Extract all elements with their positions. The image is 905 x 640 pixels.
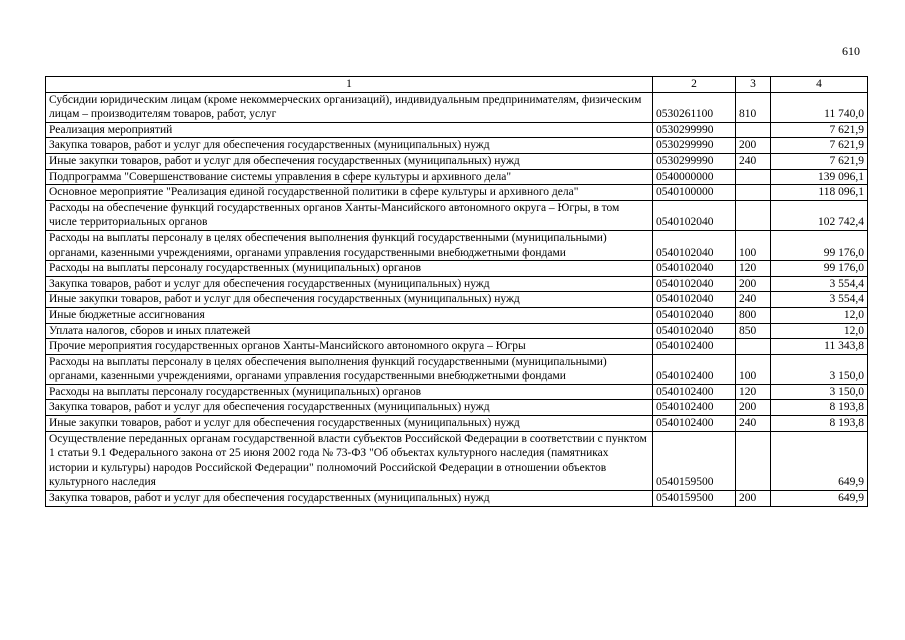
table-row [46,276,868,292]
table-row [46,292,868,308]
row-expense-type-cell: 200 [736,400,771,416]
table-row [46,431,868,490]
row-code-cell: 0540102040 [653,292,736,308]
row-sum-cell: 118 096,1 [771,185,868,201]
row-sum-cell: 7 621,9 [771,138,868,154]
row-code-cell: 0540102040 [653,276,736,292]
row-expense-type-cell: 240 [736,292,771,308]
budget-table [45,76,868,507]
row-name-cell: Иные бюджетные ассигнования [46,307,653,323]
row-name-cell: Иные закупки товаров, работ и услуг для обеспечения государственных (муниципальных) нужд [46,292,653,308]
row-code-cell: 0530299990 [653,122,736,138]
row-expense-type-cell: 200 [736,491,771,507]
table-row [46,261,868,277]
row-expense-type-cell: 200 [736,138,771,154]
row-expense-type-cell [736,169,771,185]
row-name-cell: Субсидии юридическим лицам (кроме некоммерческих организаций), индивидуальным предпринимателям, физическим лицам – производителям товаров, работ, услуг [46,92,653,122]
row-sum-cell: 3 150,0 [771,354,868,384]
row-code-cell: 0540102040 [653,230,736,260]
row-name-cell: Расходы на выплаты персоналу в целях обеспечения выполнения функций государственными (муниципальными) органами, казенными учреждениями, органами управления государственными внебюджетными фондами [46,354,653,384]
row-sum-cell: 11 740,0 [771,92,868,122]
row-expense-type-cell: 240 [736,416,771,432]
table-row [46,169,868,185]
row-code-cell: 0540102040 [653,261,736,277]
row-name-cell: Закупка товаров, работ и услуг для обеспечения государственных (муниципальных) нужд [46,276,653,292]
row-sum-cell: 649,9 [771,431,868,490]
row-name-cell: Закупка товаров, работ и услуг для обеспечения государственных (муниципальных) нужд [46,400,653,416]
row-sum-cell: 11 343,8 [771,339,868,355]
row-code-cell: 0540102400 [653,354,736,384]
row-sum-cell: 8 193,8 [771,400,868,416]
row-sum-cell: 8 193,8 [771,416,868,432]
budget-table-body [46,77,868,507]
row-sum-cell: 99 176,0 [771,230,868,260]
row-code-cell: 0540102040 [653,323,736,339]
row-expense-type-cell [736,200,771,230]
row-sum-cell: 12,0 [771,307,868,323]
row-expense-type-cell: 100 [736,354,771,384]
row-name-cell: Реализация мероприятий [46,122,653,138]
column-number-1: 1 [46,77,653,93]
table-row [46,400,868,416]
row-name-cell: Осуществление переданных органам государственной власти субъектов Российской Федерации в соответствии с пунктом 1 статьи 9.1 Федерального закона от 25 июня 2002 года № 73-ФЗ "Об объектах культурного наследия (памятниках истории и культуры) народов Российской Федерации" полномочий Российской Федерации в отношении объектов культурного наследия [46,431,653,490]
row-sum-cell: 3 554,4 [771,292,868,308]
table-row [46,138,868,154]
row-code-cell: 0540100000 [653,185,736,201]
row-name-cell: Прочие мероприятия государственных органов Ханты-Мансийского автономного округа – Югры [46,339,653,355]
row-expense-type-cell: 800 [736,307,771,323]
row-sum-cell: 99 176,0 [771,261,868,277]
row-name-cell: Иные закупки товаров, работ и услуг для обеспечения государственных (муниципальных) нужд [46,416,653,432]
row-code-cell: 0530299990 [653,153,736,169]
row-code-cell: 0540000000 [653,169,736,185]
row-sum-cell: 3 554,4 [771,276,868,292]
table-row [46,230,868,260]
row-sum-cell: 7 621,9 [771,153,868,169]
row-code-cell: 0540102400 [653,400,736,416]
column-number-4: 4 [771,77,868,93]
table-row [46,323,868,339]
column-number-row [46,77,868,93]
row-code-cell: 0540159500 [653,431,736,490]
table-row [46,354,868,384]
row-name-cell: Подпрограмма "Совершенствование системы управления в сфере культуры и архивного дела" [46,169,653,185]
row-expense-type-cell: 100 [736,230,771,260]
row-sum-cell: 3 150,0 [771,384,868,400]
row-sum-cell: 102 742,4 [771,200,868,230]
row-name-cell: Расходы на выплаты персоналу государственных (муниципальных) органов [46,261,653,277]
table-row [46,307,868,323]
row-code-cell: 0540102400 [653,416,736,432]
table-row [46,153,868,169]
row-name-cell: Уплата налогов, сборов и иных платежей [46,323,653,339]
row-sum-cell: 12,0 [771,323,868,339]
table-row [46,384,868,400]
row-sum-cell: 7 621,9 [771,122,868,138]
table-row [46,491,868,507]
row-sum-cell: 139 096,1 [771,169,868,185]
row-expense-type-cell [736,339,771,355]
table-row [46,185,868,201]
row-name-cell: Основное мероприятие "Реализация единой государственной политики в сфере культуры и архивного дела" [46,185,653,201]
row-code-cell: 0540102400 [653,339,736,355]
table-row [46,200,868,230]
row-code-cell: 0540102040 [653,307,736,323]
row-expense-type-cell [736,122,771,138]
row-code-cell: 0530261100 [653,92,736,122]
table-row [46,122,868,138]
row-expense-type-cell [736,431,771,490]
row-code-cell: 0540102400 [653,384,736,400]
table-row [46,339,868,355]
row-expense-type-cell: 200 [736,276,771,292]
row-expense-type-cell: 240 [736,153,771,169]
row-name-cell: Расходы на выплаты персоналу государственных (муниципальных) органов [46,384,653,400]
row-code-cell: 0530299990 [653,138,736,154]
table-row [46,92,868,122]
row-name-cell: Закупка товаров, работ и услуг для обеспечения государственных (муниципальных) нужд [46,491,653,507]
row-name-cell: Иные закупки товаров, работ и услуг для обеспечения государственных (муниципальных) нужд [46,153,653,169]
table-row [46,416,868,432]
row-expense-type-cell: 120 [736,261,771,277]
row-expense-type-cell: 810 [736,92,771,122]
column-number-2: 2 [653,77,736,93]
column-number-3: 3 [736,77,771,93]
row-expense-type-cell: 120 [736,384,771,400]
row-name-cell: Закупка товаров, работ и услуг для обеспечения государственных (муниципальных) нужд [46,138,653,154]
row-code-cell: 0540159500 [653,491,736,507]
row-code-cell: 0540102040 [653,200,736,230]
row-sum-cell: 649,9 [771,491,868,507]
row-expense-type-cell [736,185,771,201]
row-expense-type-cell: 850 [736,323,771,339]
page-number: 610 [842,44,860,58]
row-name-cell: Расходы на обеспечение функций государственных органов Ханты-Мансийского автономного округа – Югры, в том числе территориальных органов [46,200,653,230]
row-name-cell: Расходы на выплаты персоналу в целях обеспечения выполнения функций государственными (муниципальными) органами, казенными учреждениями, органами управления государственными внебюджетными фондами [46,230,653,260]
